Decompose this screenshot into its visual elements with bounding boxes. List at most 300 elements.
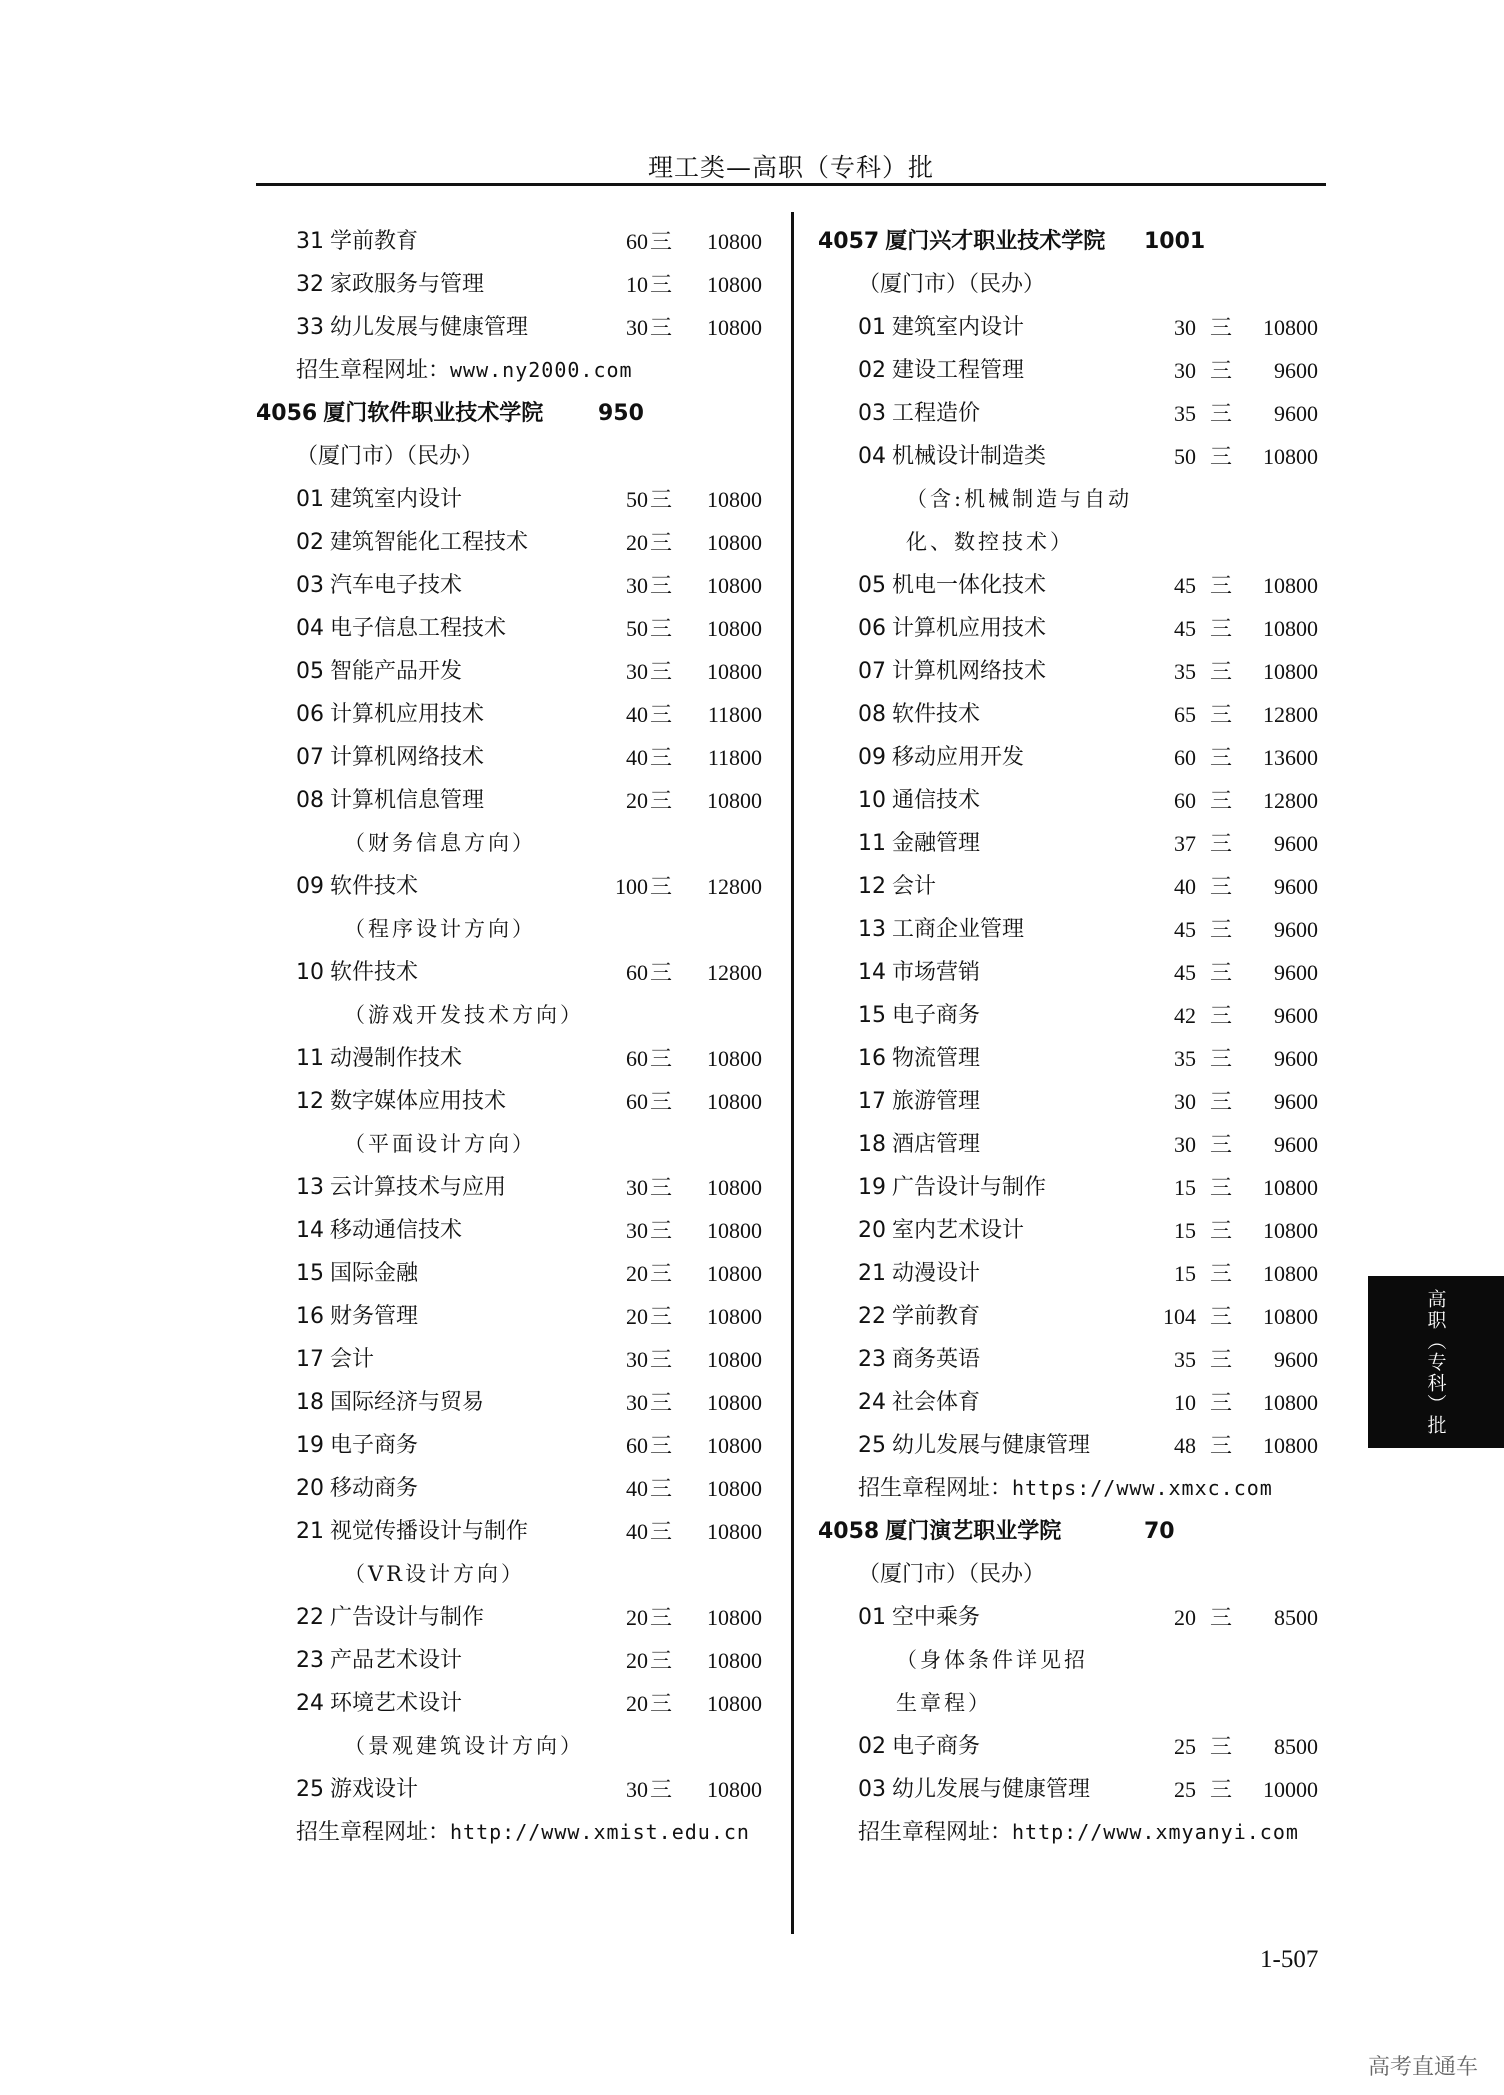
tuition-fee: 10800 — [707, 272, 762, 297]
tuition-fee: 10800 — [707, 487, 762, 512]
major-row — [818, 1725, 1318, 1768]
tuition-fee: 10800 — [1263, 616, 1318, 641]
major-code: 02 — [858, 1734, 886, 1759]
major-code: 12 — [296, 1089, 324, 1114]
major-name: 空中乘务 — [892, 1605, 981, 1630]
enrollment-count: 45 — [1174, 616, 1196, 641]
major-row — [256, 1080, 776, 1123]
major-note: （游戏开发技术方向） — [344, 1003, 584, 1027]
major-code: 13 — [296, 1175, 324, 1200]
tuition-fee: 10800 — [707, 573, 762, 598]
major-row — [256, 693, 776, 736]
tuition-fee: 10000 — [1263, 1777, 1318, 1802]
admission-url: http://www.xmyanyi.com — [1012, 1820, 1299, 1844]
admission-url: https://www.xmxc.com — [1012, 1476, 1273, 1500]
enrollment-count: 50 — [1174, 444, 1196, 469]
major-code: 08 — [296, 788, 324, 813]
major-row — [818, 1209, 1318, 1252]
tuition-fee: 10800 — [707, 1777, 762, 1802]
major-code: 16 — [296, 1304, 324, 1329]
major-row — [818, 693, 1318, 736]
major-row — [256, 1338, 776, 1381]
major-note: 生章程） — [896, 1691, 992, 1715]
tuition-fee: 9600 — [1274, 874, 1318, 899]
enrollment-count: 35 — [1174, 401, 1196, 426]
enrollment-count: 65 — [1174, 702, 1196, 727]
study-years: 三 — [1210, 1734, 1233, 1759]
right-column — [818, 220, 1318, 1854]
enrollment-count: 48 — [1174, 1433, 1196, 1458]
major-code: 22 — [858, 1304, 886, 1329]
tuition-fee: 10800 — [707, 1261, 762, 1286]
enrollment-count: 35 — [1174, 1046, 1196, 1071]
tuition-fee: 12800 — [707, 960, 762, 985]
admission-url-label: 招生章程网址： — [858, 1820, 1013, 1845]
study-years: 三 — [1210, 573, 1233, 598]
tuition-fee: 10800 — [1263, 444, 1318, 469]
major-name: 通信技术 — [892, 788, 981, 813]
major-row — [256, 1639, 776, 1682]
major-code: 01 — [858, 1605, 886, 1630]
study-years: 三 — [1210, 1433, 1233, 1458]
major-name: 产品艺术设计 — [330, 1648, 463, 1673]
major-code: 22 — [296, 1605, 324, 1630]
major-row — [256, 865, 776, 908]
major-note: （程序设计方向） — [344, 917, 536, 941]
tuition-fee: 8500 — [1274, 1605, 1318, 1630]
study-years: 三 — [1210, 1605, 1233, 1630]
enrollment-count: 30 — [626, 1175, 648, 1200]
study-years: 三 — [1210, 874, 1233, 899]
enrollment-count: 60 — [1174, 788, 1196, 813]
study-years: 三 — [650, 960, 673, 985]
major-name: 移动商务 — [330, 1476, 419, 1501]
major-row — [818, 1338, 1318, 1381]
institution-quota: 70 — [1144, 1519, 1175, 1544]
major-row — [256, 1037, 776, 1080]
major-row — [256, 1209, 776, 1252]
enrollment-count: 45 — [1174, 917, 1196, 942]
major-row — [818, 1424, 1318, 1467]
major-row — [818, 1381, 1318, 1424]
enrollment-count: 40 — [626, 702, 648, 727]
major-row — [818, 1252, 1318, 1295]
tuition-fee: 9600 — [1274, 1003, 1318, 1028]
enrollment-count: 30 — [626, 659, 648, 684]
major-name: 机械设计制造类 — [892, 444, 1047, 469]
study-years: 三 — [1210, 702, 1233, 727]
major-code: 10 — [296, 960, 324, 985]
study-years: 三 — [650, 1390, 673, 1415]
study-years: 三 — [650, 530, 673, 555]
enrollment-count: 60 — [1174, 745, 1196, 770]
major-name: 幼儿发展与健康管理 — [892, 1777, 1091, 1802]
major-name: 软件技术 — [330, 874, 419, 899]
major-row — [256, 564, 776, 607]
enrollment-count: 30 — [1174, 315, 1196, 340]
enrollment-count: 30 — [626, 1777, 648, 1802]
tuition-fee: 10800 — [707, 1605, 762, 1630]
study-years: 三 — [650, 1476, 673, 1501]
major-code: 19 — [296, 1433, 324, 1458]
major-note: （财务信息方向） — [344, 831, 536, 855]
institution-name: 厦门软件职业技术学院 — [323, 401, 544, 426]
major-code: 01 — [296, 487, 324, 512]
major-code: 03 — [858, 401, 886, 426]
tuition-fee: 12800 — [707, 874, 762, 899]
enrollment-count: 15 — [1174, 1261, 1196, 1286]
enrollment-count: 20 — [626, 1261, 648, 1286]
study-years: 三 — [650, 1648, 673, 1673]
institution-location: （厦门市）（民办） — [858, 272, 1046, 297]
major-name: 智能产品开发 — [330, 659, 463, 684]
major-row — [818, 1037, 1318, 1080]
study-years: 三 — [1210, 1777, 1233, 1802]
tuition-fee: 10800 — [707, 315, 762, 340]
study-years: 三 — [650, 702, 673, 727]
major-code: 01 — [858, 315, 886, 340]
major-row — [256, 306, 776, 349]
enrollment-count: 50 — [626, 616, 648, 641]
major-code: 19 — [858, 1175, 886, 1200]
tuition-fee: 10800 — [707, 1304, 762, 1329]
major-row — [818, 951, 1318, 994]
study-years: 三 — [650, 1261, 673, 1286]
admission-url: http://www.xmist.edu.cn — [450, 1820, 750, 1844]
tuition-fee: 10800 — [707, 616, 762, 641]
study-years: 三 — [650, 487, 673, 512]
major-name: 移动通信技术 — [330, 1218, 463, 1243]
enrollment-count: 20 — [626, 530, 648, 555]
major-name: 数字媒体应用技术 — [330, 1089, 507, 1114]
admission-url-row — [256, 1811, 776, 1854]
enrollment-count: 40 — [626, 1476, 648, 1501]
study-years: 三 — [1210, 1046, 1233, 1071]
enrollment-count: 30 — [626, 1218, 648, 1243]
major-name: 计算机应用技术 — [330, 702, 485, 727]
study-years: 三 — [1210, 1003, 1233, 1028]
tuition-fee: 8500 — [1274, 1734, 1318, 1759]
major-row — [256, 478, 776, 521]
tuition-fee: 10800 — [707, 1390, 762, 1415]
tuition-fee: 9600 — [1274, 1089, 1318, 1114]
enrollment-count: 20 — [626, 1304, 648, 1329]
tuition-fee: 10800 — [1263, 1390, 1318, 1415]
major-code: 21 — [296, 1519, 324, 1544]
enrollment-count: 45 — [1174, 960, 1196, 985]
study-years: 三 — [1210, 358, 1233, 383]
admission-url-row — [818, 1467, 1318, 1510]
major-code: 23 — [858, 1347, 886, 1372]
tuition-fee: 10800 — [707, 1648, 762, 1673]
tuition-fee: 10800 — [1263, 1433, 1318, 1458]
tuition-fee: 9600 — [1274, 401, 1318, 426]
major-row — [818, 1596, 1318, 1639]
enrollment-count: 50 — [626, 487, 648, 512]
tuition-fee: 10800 — [707, 659, 762, 684]
enrollment-count: 10 — [626, 272, 648, 297]
major-row — [818, 1166, 1318, 1209]
enrollment-count: 45 — [1174, 573, 1196, 598]
major-row — [256, 951, 776, 994]
enrollment-count: 35 — [1174, 1347, 1196, 1372]
tuition-fee: 9600 — [1274, 917, 1318, 942]
major-code: 12 — [858, 874, 886, 899]
tuition-fee: 10800 — [707, 1347, 762, 1372]
major-row — [818, 865, 1318, 908]
major-code: 33 — [296, 315, 324, 340]
major-name: 建筑室内设计 — [892, 315, 1025, 340]
major-code: 25 — [858, 1433, 886, 1458]
major-code: 09 — [296, 874, 324, 899]
tuition-fee: 9600 — [1274, 831, 1318, 856]
major-code: 23 — [296, 1648, 324, 1673]
major-name: 国际经济与贸易 — [330, 1390, 485, 1415]
section-side-tab — [1368, 1276, 1504, 1448]
major-code: 05 — [858, 573, 886, 598]
major-name: 商务英语 — [892, 1347, 981, 1372]
study-years: 三 — [650, 272, 673, 297]
major-name: 计算机网络技术 — [892, 659, 1047, 684]
major-name: 游戏设计 — [330, 1777, 419, 1802]
major-name: 电子商务 — [892, 1734, 981, 1759]
tuition-fee: 10800 — [707, 788, 762, 813]
major-code: 16 — [858, 1046, 886, 1071]
enrollment-count: 60 — [626, 1089, 648, 1114]
study-years: 三 — [1210, 745, 1233, 770]
tuition-fee: 9600 — [1274, 1347, 1318, 1372]
major-name: 市场营销 — [892, 960, 981, 985]
study-years: 三 — [1210, 401, 1233, 426]
institution-location: （厦门市）（民办） — [858, 1562, 1046, 1587]
admission-url-label: 招生章程网址： — [296, 358, 451, 383]
major-code: 18 — [296, 1390, 324, 1415]
study-years: 三 — [650, 1777, 673, 1802]
major-row — [256, 650, 776, 693]
major-name: 幼儿发展与健康管理 — [892, 1433, 1091, 1458]
major-code: 32 — [296, 272, 324, 297]
study-years: 三 — [1210, 1304, 1233, 1329]
study-years: 三 — [650, 1089, 673, 1114]
major-code: 14 — [296, 1218, 324, 1243]
study-years: 三 — [1210, 831, 1233, 856]
major-code: 09 — [858, 745, 886, 770]
admission-url-label: 招生章程网址： — [858, 1476, 1013, 1501]
enrollment-count: 10 — [1174, 1390, 1196, 1415]
major-name: 云计算技术与应用 — [330, 1175, 507, 1200]
major-name: 酒店管理 — [892, 1132, 981, 1157]
major-name: 广告设计与制作 — [892, 1175, 1047, 1200]
enrollment-count: 25 — [1174, 1777, 1196, 1802]
enrollment-count: 20 — [626, 1648, 648, 1673]
major-row — [256, 263, 776, 306]
tuition-fee: 12800 — [1263, 702, 1318, 727]
major-name: 软件技术 — [892, 702, 981, 727]
major-name: 财务管理 — [330, 1304, 419, 1329]
tuition-fee: 11800 — [707, 702, 762, 727]
tuition-fee: 10800 — [707, 1089, 762, 1114]
enrollment-count: 37 — [1174, 831, 1196, 856]
major-code: 15 — [296, 1261, 324, 1286]
major-note: （含:机械制造与自动 — [906, 487, 1133, 511]
study-years: 三 — [1210, 444, 1233, 469]
study-years: 三 — [1210, 659, 1233, 684]
enrollment-count: 100 — [615, 874, 648, 899]
major-note: （VR设计方向） — [344, 1562, 525, 1586]
tuition-fee: 10800 — [707, 1476, 762, 1501]
major-code: 18 — [858, 1132, 886, 1157]
major-name: 工程造价 — [892, 401, 981, 426]
major-row — [818, 994, 1318, 1037]
major-name: 环境艺术设计 — [330, 1691, 463, 1716]
enrollment-count: 42 — [1174, 1003, 1196, 1028]
study-years: 三 — [1210, 616, 1233, 641]
enrollment-count: 20 — [1174, 1605, 1196, 1630]
study-years: 三 — [650, 788, 673, 813]
side-tab-label: 高职（专科）批 — [1424, 1288, 1447, 1436]
major-row — [818, 435, 1318, 478]
major-code: 15 — [858, 1003, 886, 1028]
major-code: 03 — [296, 573, 324, 598]
study-years: 三 — [650, 1347, 673, 1372]
institution-quota: 950 — [598, 401, 644, 426]
study-years: 三 — [650, 1691, 673, 1716]
tuition-fee: 10800 — [1263, 1261, 1318, 1286]
major-code: 13 — [858, 917, 886, 942]
major-name: 视觉传播设计与制作 — [330, 1519, 529, 1544]
admission-url-row — [818, 1811, 1318, 1854]
institution-code: 4056 — [256, 401, 318, 426]
enrollment-count: 60 — [626, 1433, 648, 1458]
tuition-fee: 10800 — [707, 1046, 762, 1071]
major-row — [818, 1295, 1318, 1338]
enrollment-count: 30 — [626, 1390, 648, 1415]
major-row — [818, 607, 1318, 650]
major-code: 03 — [858, 1777, 886, 1802]
major-row — [256, 1252, 776, 1295]
tuition-fee: 9600 — [1274, 358, 1318, 383]
major-code: 02 — [296, 530, 324, 555]
major-row — [256, 736, 776, 779]
study-years: 三 — [1210, 917, 1233, 942]
tuition-fee: 10800 — [1263, 1218, 1318, 1243]
major-code: 04 — [858, 444, 886, 469]
study-years: 三 — [1210, 960, 1233, 985]
major-name: 机电一体化技术 — [892, 573, 1047, 598]
major-name: 旅游管理 — [892, 1089, 981, 1114]
enrollment-count: 60 — [626, 229, 648, 254]
major-row — [818, 1768, 1318, 1811]
tuition-fee: 10800 — [1263, 315, 1318, 340]
major-name: 金融管理 — [892, 831, 981, 856]
major-row — [818, 650, 1318, 693]
major-row — [818, 908, 1318, 951]
tuition-fee: 10800 — [1263, 1304, 1318, 1329]
major-name: 电子商务 — [892, 1003, 981, 1028]
major-row — [818, 1123, 1318, 1166]
major-name: 计算机信息管理 — [330, 788, 485, 813]
enrollment-count: 40 — [626, 1519, 648, 1544]
study-years: 三 — [1210, 1218, 1233, 1243]
major-name: 计算机应用技术 — [892, 616, 1047, 641]
study-years: 三 — [1210, 1390, 1233, 1415]
tuition-fee: 13600 — [1263, 745, 1318, 770]
enrollment-count: 60 — [626, 1046, 648, 1071]
enrollment-count: 30 — [1174, 1089, 1196, 1114]
study-years: 三 — [650, 1605, 673, 1630]
major-name: 建筑智能化工程技术 — [330, 530, 529, 555]
major-name: 建筑室内设计 — [330, 487, 463, 512]
institution-name: 厦门演艺职业学院 — [885, 1519, 1062, 1544]
tuition-fee: 10800 — [707, 530, 762, 555]
tuition-fee: 10800 — [1263, 573, 1318, 598]
major-name: 建设工程管理 — [892, 358, 1025, 383]
enrollment-count: 30 — [626, 573, 648, 598]
major-code: 08 — [858, 702, 886, 727]
major-code: 31 — [296, 229, 324, 254]
enrollment-count: 30 — [626, 315, 648, 340]
major-name: 工商企业管理 — [892, 917, 1025, 942]
major-code: 07 — [858, 659, 886, 684]
enrollment-count: 15 — [1174, 1218, 1196, 1243]
major-row — [256, 1424, 776, 1467]
major-name: 国际金融 — [330, 1261, 419, 1286]
major-code: 06 — [296, 702, 324, 727]
major-row — [818, 1080, 1318, 1123]
study-years: 三 — [1210, 1261, 1233, 1286]
major-code: 06 — [858, 616, 886, 641]
major-row — [818, 392, 1318, 435]
major-note: （景观建筑设计方向） — [344, 1734, 584, 1758]
study-years: 三 — [650, 1046, 673, 1071]
enrollment-count: 40 — [626, 745, 648, 770]
institution-location: （厦门市）（民办） — [296, 444, 484, 469]
header-rule — [256, 183, 1326, 186]
major-row — [818, 306, 1318, 349]
study-years: 三 — [1210, 315, 1233, 340]
major-row — [256, 1510, 776, 1553]
major-code: 24 — [296, 1691, 324, 1716]
study-years: 三 — [1210, 1347, 1233, 1372]
enrollment-count: 20 — [626, 1691, 648, 1716]
tuition-fee: 10800 — [707, 1175, 762, 1200]
study-years: 三 — [650, 1218, 673, 1243]
institution-heading — [818, 220, 1318, 263]
major-row — [256, 1682, 776, 1725]
column-divider — [791, 212, 794, 1934]
enrollment-count: 40 — [1174, 874, 1196, 899]
enrollment-count: 35 — [1174, 659, 1196, 684]
major-row — [818, 779, 1318, 822]
page-number: 1-507 — [1260, 1946, 1319, 1973]
major-row — [256, 1467, 776, 1510]
major-row — [256, 1768, 776, 1811]
major-row — [818, 564, 1318, 607]
tuition-fee: 10800 — [1263, 1175, 1318, 1200]
page-header-title: 理工类—高职（专科）批 — [647, 153, 934, 182]
institution-quota: 1001 — [1144, 229, 1206, 254]
tuition-fee: 10800 — [707, 1691, 762, 1716]
major-row — [256, 779, 776, 822]
major-name: 计算机网络技术 — [330, 745, 485, 770]
major-code: 17 — [858, 1089, 886, 1114]
major-code: 02 — [858, 358, 886, 383]
tuition-fee: 12800 — [1263, 788, 1318, 813]
study-years: 三 — [650, 659, 673, 684]
major-name: 学前教育 — [330, 229, 419, 254]
watermark: 高考直通车 — [1367, 2055, 1478, 2080]
study-years: 三 — [650, 1519, 673, 1544]
